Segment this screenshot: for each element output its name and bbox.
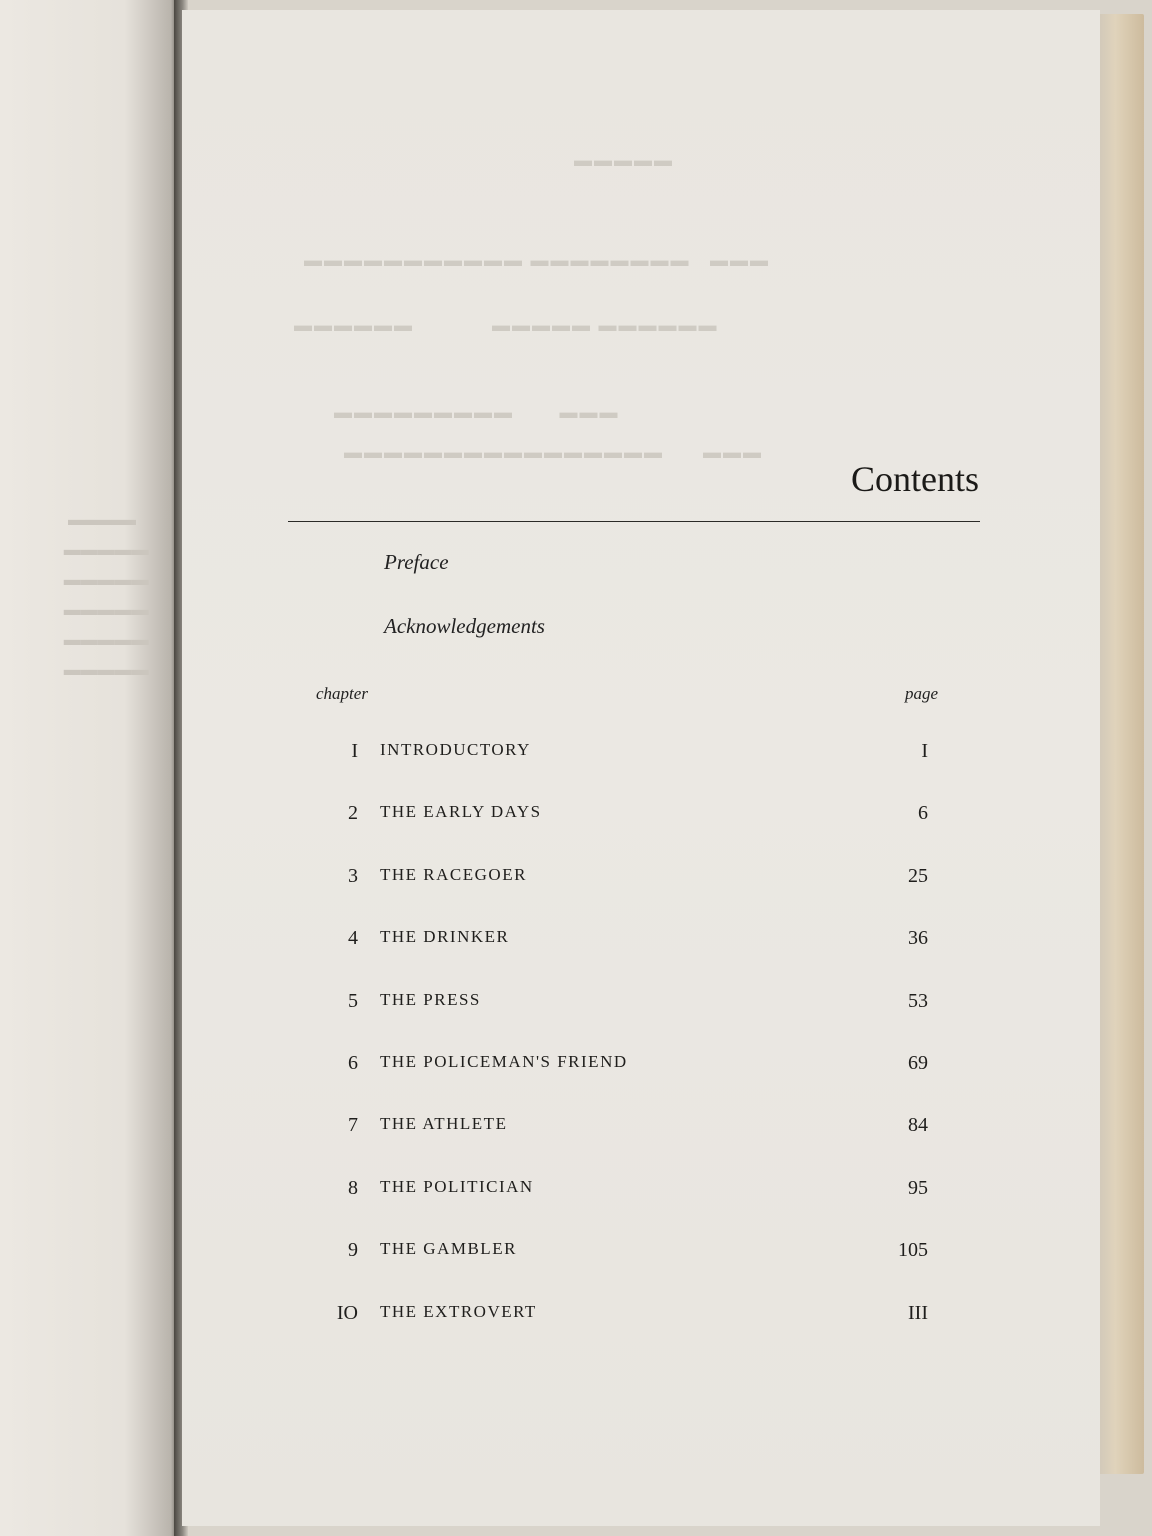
toc-row bbox=[182, 802, 1100, 832]
chapter-page: 84 bbox=[908, 1114, 928, 1136]
contents-page bbox=[182, 10, 1100, 1526]
toc-row bbox=[182, 1239, 1100, 1269]
chapter-page: 36 bbox=[908, 927, 928, 949]
chapter-number: 4 bbox=[348, 927, 358, 949]
chapter-number: 5 bbox=[348, 990, 358, 1012]
show-through-text: ▬▬▬ ▬▬▬▬▬▬▬▬▬▬▬▬▬▬▬▬ bbox=[342, 442, 761, 462]
show-through-text: ▬▬▬▬▬ bbox=[572, 150, 672, 170]
left-facing-page bbox=[0, 0, 178, 1536]
toc-row bbox=[182, 865, 1100, 895]
chapter-number: 3 bbox=[348, 865, 358, 887]
title-rule bbox=[288, 521, 980, 522]
front-matter-preface: Preface bbox=[384, 550, 449, 574]
chapter-number: 8 bbox=[348, 1177, 358, 1199]
toc-row bbox=[182, 1302, 1100, 1332]
show-through-text: ▬▬▬▬▬▬ ▬▬▬▬▬ ▬▬▬▬▬▬ bbox=[292, 315, 717, 335]
toc-row bbox=[182, 927, 1100, 957]
chapter-title: THE ATHLETE bbox=[380, 1114, 508, 1133]
chapter-page: 6 bbox=[918, 802, 928, 824]
chapter-page: 69 bbox=[908, 1052, 928, 1074]
chapter-title: THE GAMBLER bbox=[380, 1239, 517, 1258]
chapter-number: 2 bbox=[348, 802, 358, 824]
chapter-title: THE POLICEMAN'S FRIEND bbox=[380, 1052, 628, 1071]
toc-row bbox=[182, 1052, 1100, 1082]
chapter-title: THE POLITICIAN bbox=[380, 1177, 534, 1196]
show-through-text: ▬▬▬ ▬▬▬▬▬▬▬▬▬ bbox=[332, 402, 618, 422]
chapter-title: THE EARLY DAYS bbox=[380, 802, 542, 821]
chapter-page: I bbox=[921, 740, 928, 762]
chapter-title: THE RACEGOER bbox=[380, 865, 527, 884]
toc-row bbox=[182, 1114, 1100, 1144]
chapter-page: III bbox=[908, 1302, 928, 1324]
front-matter-acknowledgements: Acknowledgements bbox=[384, 614, 545, 638]
toc-row bbox=[182, 990, 1100, 1020]
chapter-title: INTRODUCTORY bbox=[380, 740, 531, 759]
chapter-page: 25 bbox=[908, 865, 928, 887]
chapter-number: I bbox=[351, 740, 358, 762]
toc-row bbox=[182, 1177, 1100, 1207]
chapter-title: THE EXTROVERT bbox=[380, 1302, 537, 1321]
chapter-page: 53 bbox=[908, 990, 928, 1012]
show-through-text: ▬▬▬ ▬▬▬▬▬▬▬▬ ▬▬▬▬▬▬▬▬▬▬▬ bbox=[302, 250, 768, 270]
chapter-title: THE DRINKER bbox=[380, 927, 510, 946]
chapter-number: 6 bbox=[348, 1052, 358, 1074]
chapter-number: 7 bbox=[348, 1114, 358, 1136]
chapter-page: 105 bbox=[898, 1239, 928, 1261]
toc-row bbox=[182, 740, 1100, 770]
page-title: Contents bbox=[850, 459, 979, 499]
chapter-column-label: chapter bbox=[316, 684, 368, 703]
page-column-label: page bbox=[904, 684, 938, 703]
page-stack-edge bbox=[1096, 14, 1144, 1474]
chapter-number: IO bbox=[336, 1302, 358, 1324]
chapter-number: 9 bbox=[348, 1239, 358, 1261]
left-page-bleed-through: ▬▬▬▬ ▬▬▬▬▬ ▬▬▬▬▬ ▬▬▬▬▬ ▬▬▬▬▬ ▬▬▬▬▬ bbox=[0, 510, 149, 679]
chapter-title: THE PRESS bbox=[380, 990, 481, 1009]
chapter-page: 95 bbox=[908, 1177, 928, 1199]
